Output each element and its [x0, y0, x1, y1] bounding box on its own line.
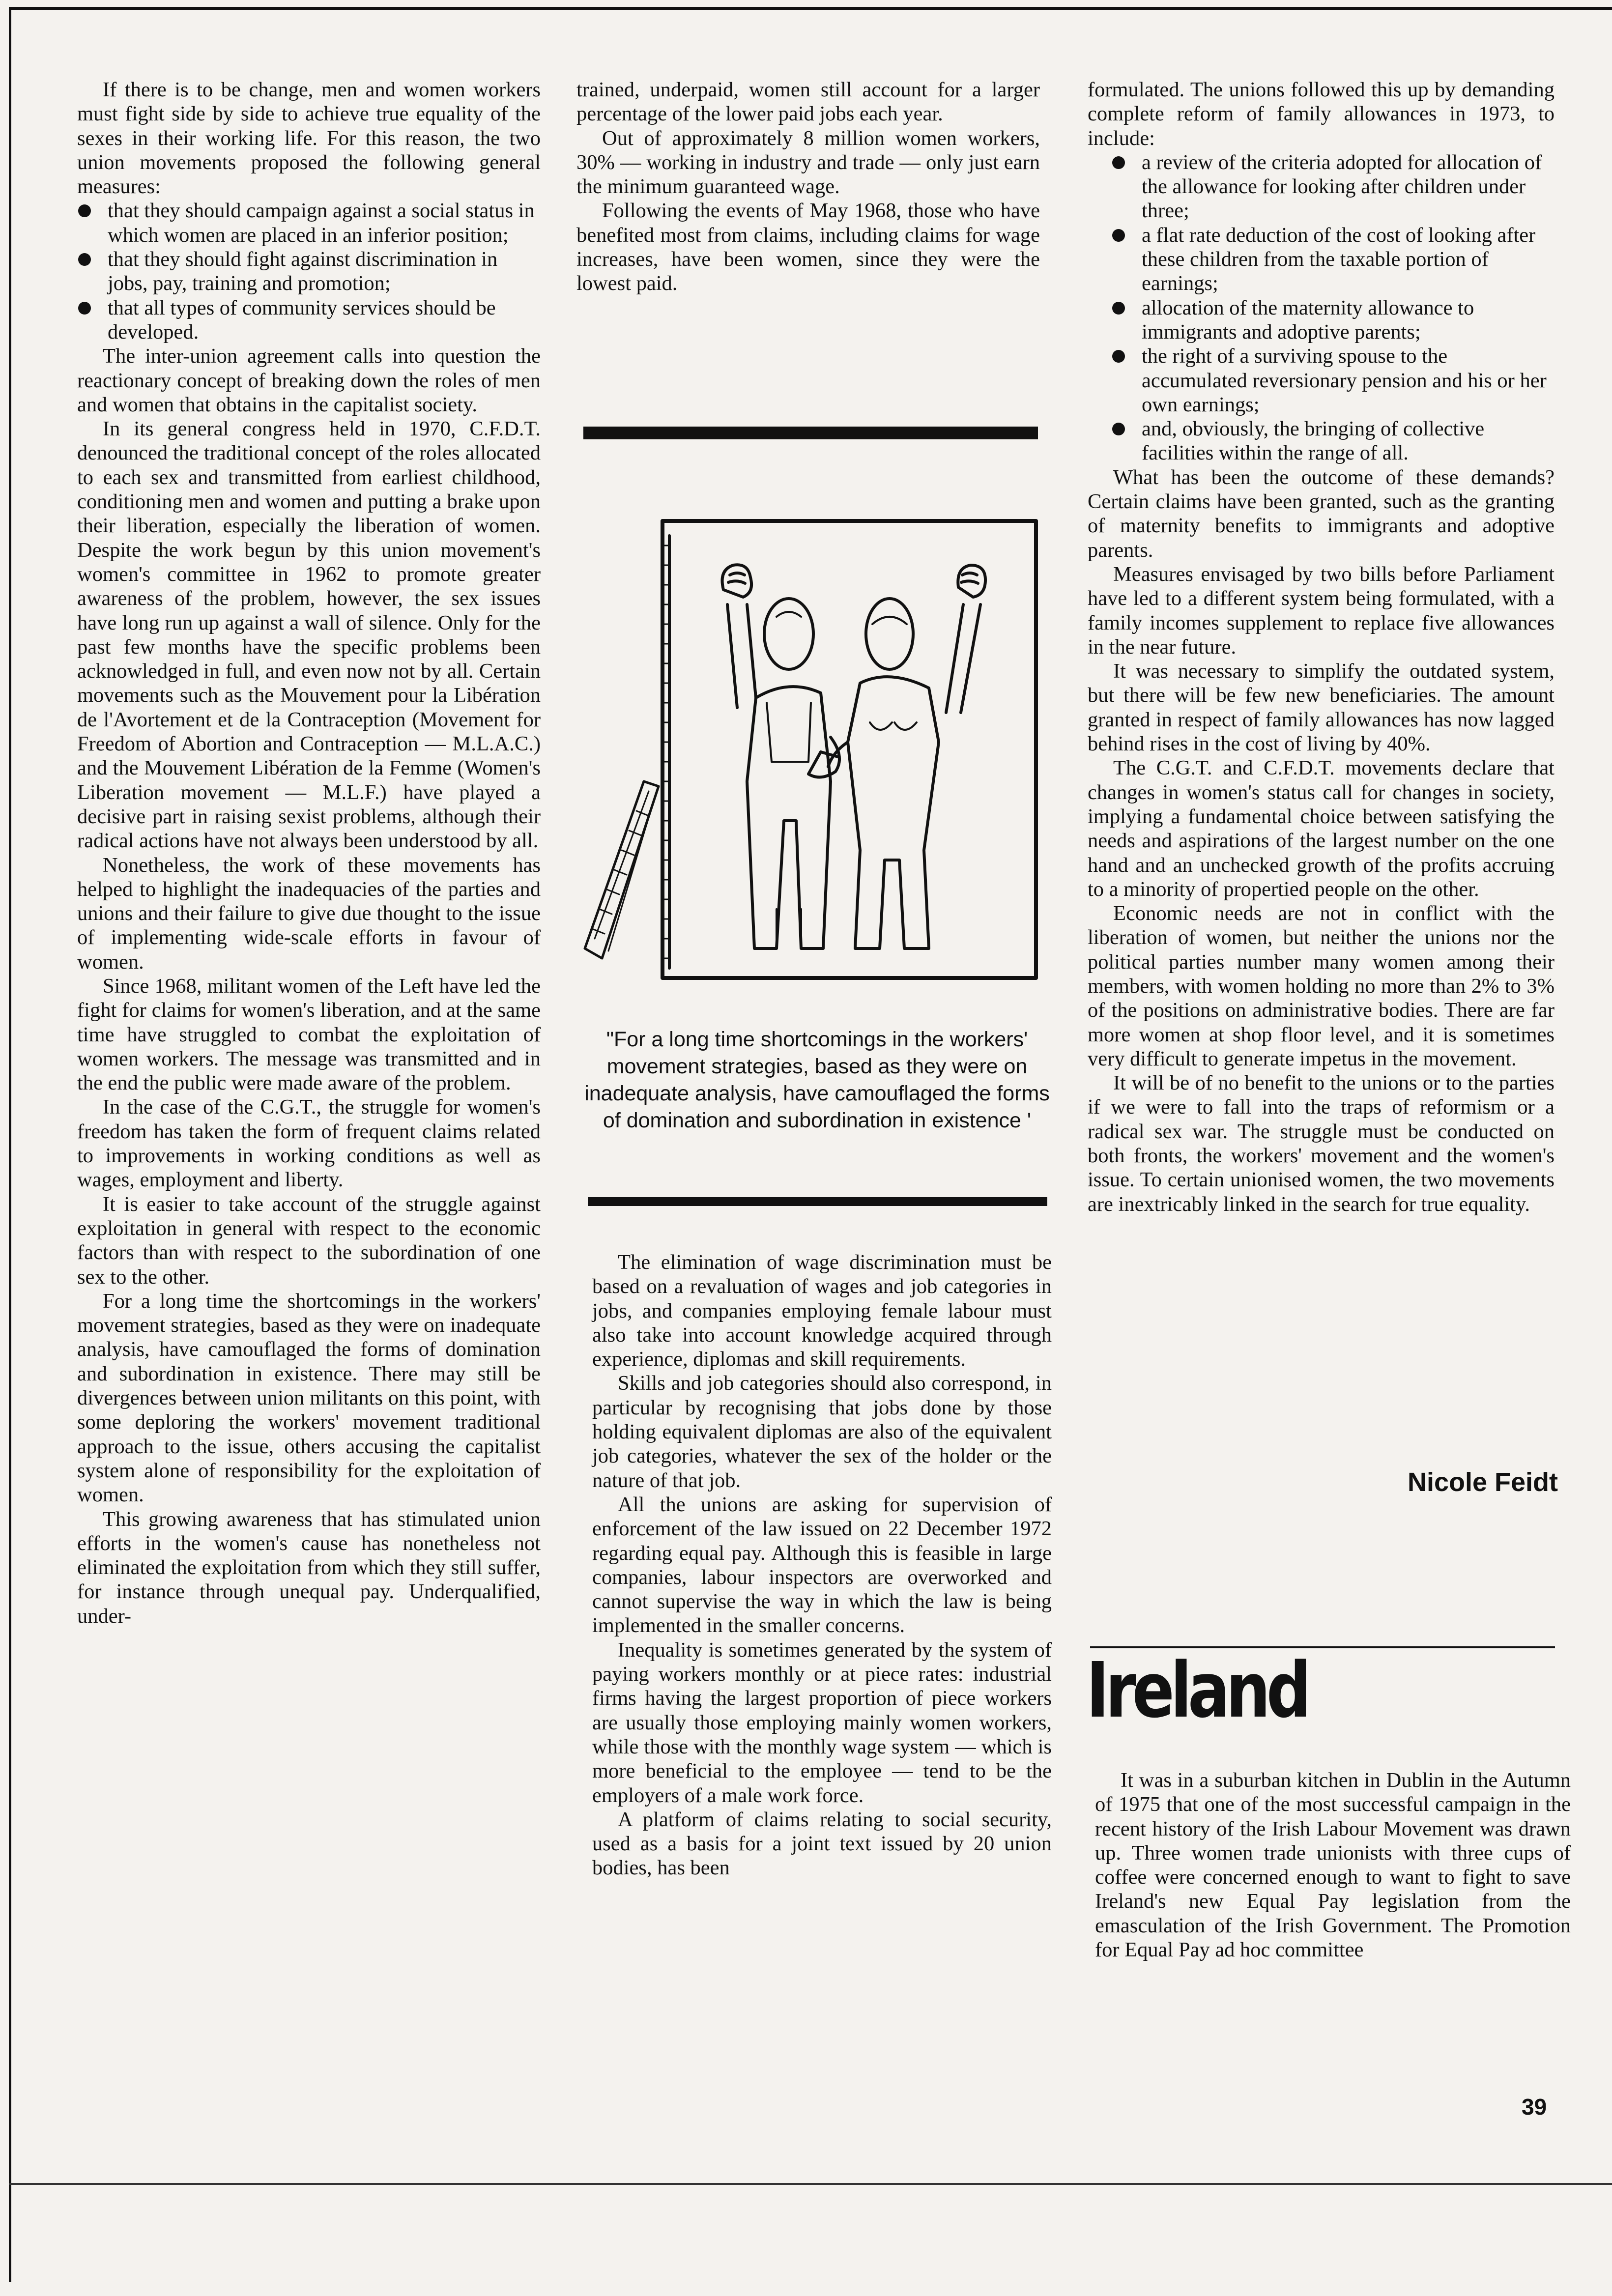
- family-allowance-list: [1088, 150, 1554, 465]
- bullet-item: a review of the criteria adopted for allocation of the allowance for looking after children under three;: [1088, 150, 1554, 223]
- ireland-column: [1095, 1768, 1571, 1962]
- paragraph: Skills and job categories should also correspond, in particular by recognising that jobs done by those holding equivalent diplomas are also of the equivalent job categories, whatever the sex of the holder or the nature of that job.: [592, 1372, 1052, 1492]
- bullet-item: that they should fight against discrimination in jobs, pay, training and promotion;: [77, 247, 541, 296]
- paragraph: The elimination of wage discrimination must be based on a revaluation of wages and job categories in jobs, and companies employing female labour must also take into account knowledge acquired through experience, diplomas and skill requirements.: [592, 1251, 1052, 1371]
- paragraph: If there is to be change, men and women workers must fight side by side to achieve true equality of the sexes in their working life. For this reason, the two union movements proposed the following general measures:: [77, 78, 541, 199]
- paragraph: It was necessary to simplify the outdated system, but there will be few new beneficiaries. The amount granted in respect of family allowances has now lagged behind rises in the cost of living by 40%.: [1088, 660, 1554, 756]
- paragraph: Inequality is sometimes generated by the system of paying workers monthly or at piece rates: industrial firms having the largest proportion of piece workers are usually those employing mainly women workers, while those with the monthly wage system — which is more beneficial to the employee — tend to be the employers of a male work force.: [592, 1638, 1052, 1807]
- paragraph: All the unions are asking for supervision of enforcement of the law issued on 22 December 1972 regarding equal pay. Although this is feasible in large companies, labour inspectors are overworked and cannot supervise the way in which the law is being implemented in the smaller concerns.: [592, 1492, 1052, 1637]
- man-and-woman-illustration: [565, 506, 1062, 983]
- middle-column-top: [576, 78, 1040, 296]
- paragraph: In the case of the C.G.T., the struggle for women's freedom has taken the form of frequent claims related to improvements in working conditions as well as wages, employment and liberty.: [77, 1095, 541, 1192]
- thick-rule: [588, 1197, 1047, 1206]
- thick-rule: [583, 427, 1038, 439]
- paragraph: The C.G.T. and C.F.D.T. movements declare that changes in women's status call for changes in society, implying a fundamental choice between satisfying the needs and aspirations of the largest number on the one hand and an unchecked growth of the profits accruing to a minority of propertied people on the other.: [1088, 756, 1554, 901]
- paragraph: It is easier to take account of the struggle against exploitation in general with respect to the economic factors than with respect to the subordination of one sex to the other.: [77, 1192, 541, 1289]
- paragraph: formulated. The unions followed this up by demanding complete reform of family allowances in 1973, to include:: [1088, 78, 1554, 150]
- paragraph: Since 1968, militant women of the Left have led the fight for claims for women's liberation, and at the same time have struggled to combat the exploitation of women workers. The message was transmitted and in the end the public were made aware of the problem.: [77, 974, 541, 1095]
- page-top-border: [9, 7, 1612, 10]
- measures-list: [77, 199, 541, 344]
- middle-column-bottom: [592, 1250, 1052, 1880]
- section-heading: Ireland: [1086, 1646, 1307, 1735]
- pull-quote: "For a long time shortcomings in the workers' movement strategies, based as they were on inadequate analysis, have camouflaged the forms of domination and subordination in existence ': [584, 1028, 1050, 1132]
- paragraph: Out of approximately 8 million women workers, 30% — working in industry and trade — only just earn the minimum guaranteed wage.: [576, 126, 1040, 199]
- paragraph: Nonetheless, the work of these movements has helped to highlight the inadequacies of the parties and unions and their failure to give due thought to the issue of implementing wide-scale efforts in favour of women.: [77, 853, 541, 974]
- bullet-item: that all types of community services should be developed.: [77, 296, 541, 344]
- paragraph: Measures envisaged by two bills before Parliament have led to a different system being formulated, with a family incomes supplement to replace five allowances in the near future.: [1088, 562, 1554, 659]
- paragraph: In its general congress held in 1970, C.F.D.T. denounced the traditional concept of the roles allocated to each sex and transmitted from earliest childhood, conditioning men and women and putting a brake upon their liberation, especially the liberation of women. Despite the work begun by this union movement's women's committee in 1962 to promote greater awareness of the problem, however, the sex issues have long run up against a wall of silence. Only for the past few months have the specific problems been acknowledged in full, and even now not by all. Certain movements such as the Mouvement pour la Libération de l'Avortement et de la Contraception (Movement for Freedom of Abortion and Contraception — M.L.A.C.) and the Mouvement Libération de la Femme (Women's Liberation movement — M.L.F.) have played a decisive part in raising sexist problems, although their radical actions have not always been understood by all.: [77, 417, 541, 853]
- page-number: 39: [1522, 2094, 1547, 2120]
- bullet-item: the right of a surviving spouse to the accumulated reversionary pension and his or her own earnings;: [1088, 344, 1554, 417]
- bullet-item: allocation of the maternity allowance to immigrants and adoptive parents;: [1088, 296, 1554, 344]
- paragraph: It was in a suburban kitchen in Dublin in the Autumn of 1975 that one of the most successful campaign in the recent history of the Irish Labour Movement was drawn up. Three women trade unionists with three cups of coffee were concerned enough to want to fight to save Ireland's new Equal Pay legislation from the emasculation of the Irish Government. The Promotion for Equal Pay ad hoc committee: [1095, 1769, 1571, 1962]
- paragraph: The inter-union agreement calls into question the reactionary concept of breaking down the roles of men and women that obtains in the capitalist society.: [77, 344, 541, 416]
- right-column: [1088, 78, 1554, 1216]
- page-left-border: [9, 7, 11, 2282]
- paragraph: Following the events of May 1968, those who have benefited most from claims, including claims for wage increases, have been women, since they were the lowest paid.: [576, 199, 1040, 295]
- paragraph: trained, underpaid, women still account for a larger percentage of the lower paid jobs each year.: [576, 78, 1040, 126]
- paragraph: It will be of no benefit to the unions or to the parties if we were to fall into the traps of reformism or a radical sex war. The struggle must be conducted on both fronts, the workers' movement and the women's issue. To certain unionised women, the two movements are inextricably linked in the search for true equality.: [1088, 1071, 1554, 1216]
- bullet-item: a flat rate deduction of the cost of looking after these children from the taxable portion of earnings;: [1088, 223, 1554, 296]
- page-bottom-border: [9, 2183, 1612, 2185]
- left-column: [77, 78, 541, 1628]
- paragraph: What has been the outcome of these demands? Certain claims have been granted, such as the granting of maternity benefits to immigrants and adoptive parents.: [1088, 465, 1554, 562]
- paragraph: For a long time the shortcomings in the workers' movement strategies, based as they were on inadequate analysis, have camouflaged the forms of domination and subordination in existence. There may still be divergences between union militants on this point, with some deploring the workers' movement traditional approach to the issue, others accusing the capitalist system alone of responsibility for the exploitation of women.: [77, 1289, 541, 1507]
- author-byline: Nicole Feidt: [1407, 1467, 1558, 1497]
- bullet-item: that they should campaign against a social status in which women are placed in an inferior position;: [77, 199, 541, 247]
- paragraph: A platform of claims relating to social security, used as a basis for a joint text issued by 20 union bodies, has been: [592, 1808, 1052, 1880]
- bullet-item: and, obviously, the bringing of collective facilities within the range of all.: [1088, 417, 1554, 465]
- paragraph: Economic needs are not in conflict with the liberation of women, but neither the unions nor the political parties number many women among their members, with women holding no more than 2% to 3% of the positions on administrative bodies. There are far more women at shop floor level, and it is sometimes very difficult to generate impetus in the movement.: [1088, 902, 1554, 1070]
- paragraph: This growing awareness that has stimulated union efforts in the women's cause has nonetheless not eliminated the exploitation from which they still suffer, for instance through unequal pay. Underqualified, under-: [77, 1507, 541, 1628]
